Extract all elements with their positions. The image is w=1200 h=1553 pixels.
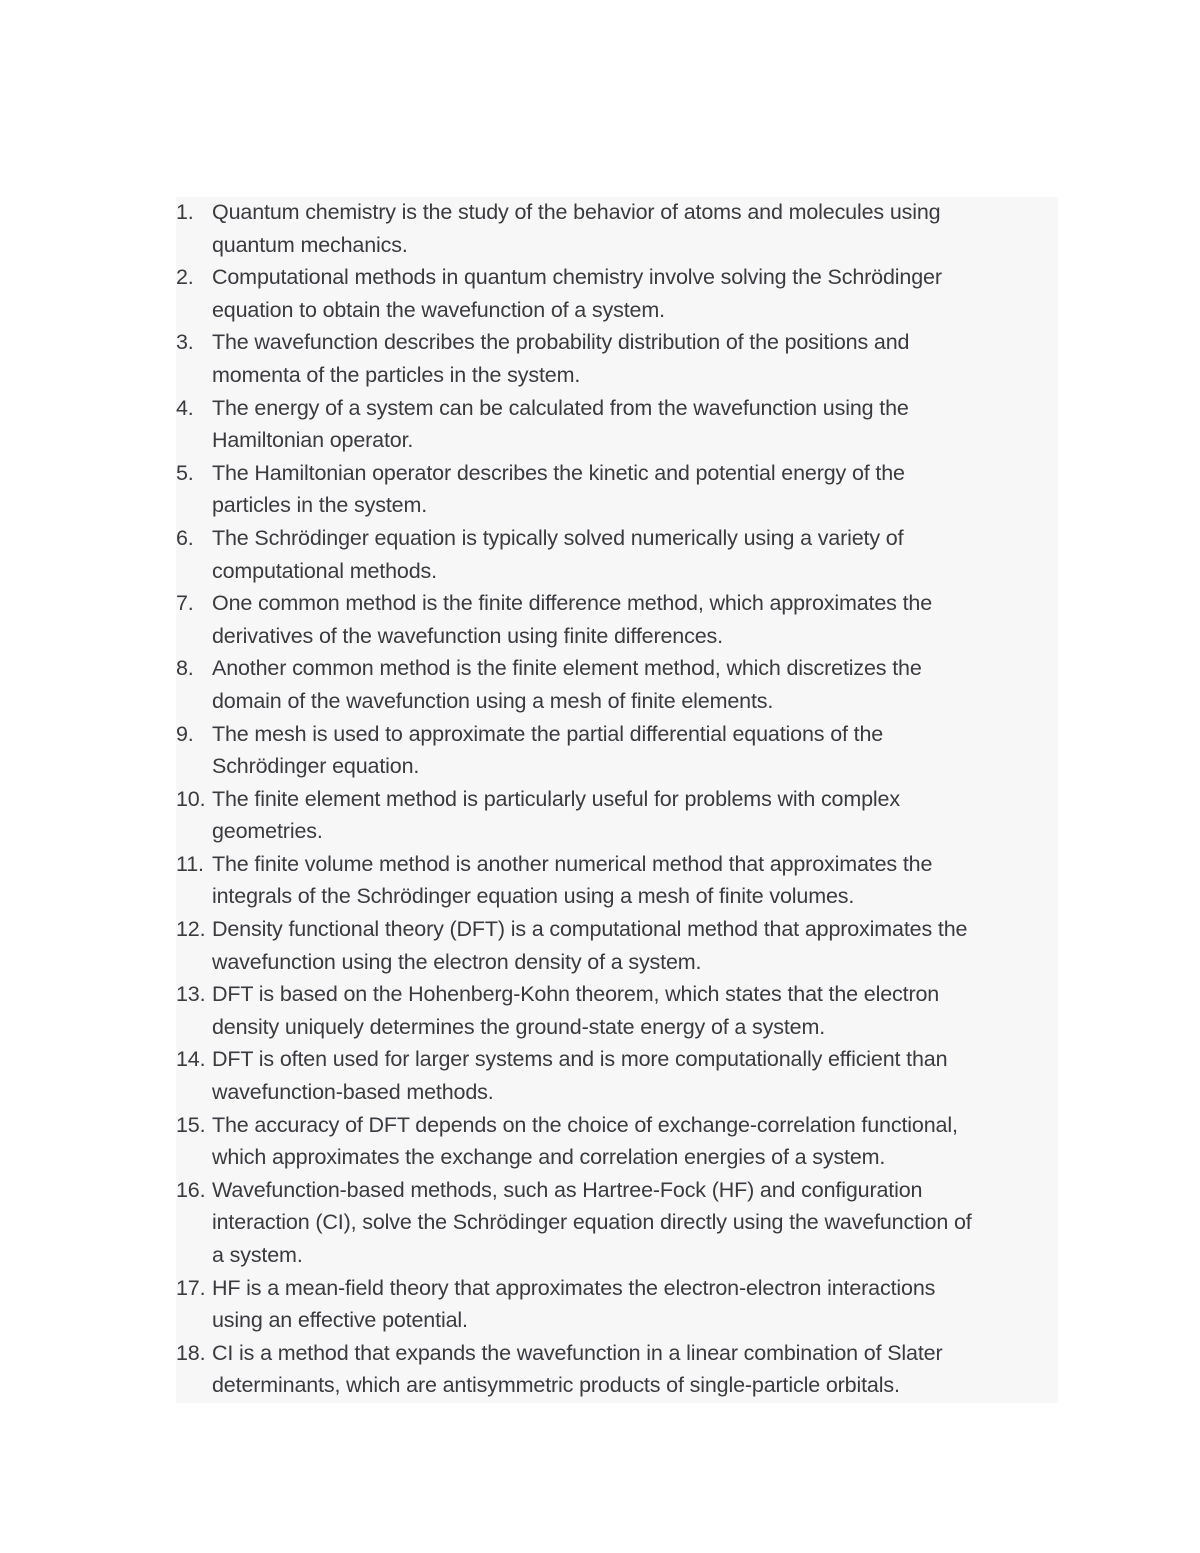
numbered-list: [176, 196, 1058, 1402]
list-item-text: The energy of a system can be calculated from the wavefunction using the Hamiltonian operator.: [212, 395, 909, 453]
list-item-text: Wavefunction-based methods, such as Hartree-Fock (HF) and configuration interaction (CI), solve the Schrödinger equation directly using the wavefunction of a system.: [212, 1177, 972, 1267]
list-item-text: DFT is based on the Hohenberg-Kohn theorem, which states that the electron density uniquely determines the ground-state energy of a system.: [212, 982, 940, 1039]
list-item-text: One common method is the finite difference method, which approximates the derivatives of the wavefunction using finite differences.: [212, 591, 933, 648]
list-item-text: CI is a method that expands the wavefunction in a linear combination of Slater determinants, which are antisymmetric products of single-particle orbitals.: [212, 1340, 943, 1398]
list-item: [176, 261, 1058, 326]
list-item-text: The wavefunction describes the probability distribution of the positions and momenta of the particles in the system.: [212, 330, 910, 387]
list-item: [176, 718, 1058, 783]
list-item-text: The finite element method is particularly useful for problems with complex geometries.: [212, 786, 900, 844]
list-item-number: 18.: [176, 1340, 206, 1365]
list-item-text: Computational methods in quantum chemistry involve solving the Schrödinger equation to obtain the wavefunction of a system.: [212, 265, 942, 322]
list-item: [176, 652, 1058, 717]
list-item-number: 10.: [176, 786, 206, 811]
list-item-number: 13.: [176, 982, 206, 1007]
list-item-text: The finite volume method is another numerical method that approximates the integrals of the Schrödinger equation using a mesh of finite volumes.: [212, 851, 933, 909]
list-item: [176, 1174, 1058, 1272]
list-item-text: Quantum chemistry is the study of the behavior of atoms and molecules using quantum mechanics.: [212, 200, 941, 257]
list-item-text: The accuracy of DFT depends on the choice of exchange-correlation functional, which approximates the exchange and correlation energies of a system.: [212, 1112, 958, 1170]
list-item-number: 8.: [176, 656, 194, 681]
list-item: [176, 587, 1058, 652]
list-item-number: 5.: [176, 460, 194, 485]
list-item-number: 15.: [176, 1112, 206, 1137]
list-item: [176, 522, 1058, 587]
list-item: [176, 848, 1058, 913]
list-item-number: 3.: [176, 330, 194, 355]
list-item-number: 2.: [176, 265, 194, 290]
list-item-number: 1.: [176, 200, 194, 224]
list-item-number: 7.: [176, 591, 194, 616]
list-item-number: 6.: [176, 525, 194, 550]
list-item: [176, 1272, 1058, 1337]
list-item-text: Another common method is the finite element method, which discretizes the domain of the wavefunction using a mesh of finite elements.: [212, 656, 922, 713]
list-item-text: The Schrödinger equation is typically solved numerically using a variety of computational methods.: [212, 525, 904, 583]
list-item-number: 16.: [176, 1177, 206, 1202]
list-item-text: HF is a mean-field theory that approximates the electron-electron interactions using an effective potential.: [212, 1275, 936, 1333]
list-item-text: The mesh is used to approximate the partial differential equations of the Schrödinger equation.: [212, 721, 884, 779]
list-item: [176, 1337, 1058, 1402]
numbered-list-panel: [176, 197, 1058, 1403]
list-item: [176, 913, 1058, 978]
list-item-number: 9.: [176, 721, 194, 746]
list-item-number: 4.: [176, 395, 194, 420]
list-item-number: 17.: [176, 1275, 206, 1300]
list-item: [176, 392, 1058, 457]
list-item-text: The Hamiltonian operator describes the kinetic and potential energy of the particles in the system.: [212, 460, 905, 518]
list-item: [176, 1109, 1058, 1174]
list-item: [176, 457, 1058, 522]
list-item-number: 12.: [176, 917, 206, 942]
list-item-text: DFT is often used for larger systems and is more computationally efficient than wavefunction-based methods.: [212, 1047, 948, 1105]
list-item-text: Density functional theory (DFT) is a computational method that approximates the wavefunction using the electron density of a system.: [212, 917, 968, 974]
list-item: [176, 196, 1058, 261]
list-item-number: 11.: [176, 851, 204, 876]
list-item: [176, 783, 1058, 848]
list-item: [176, 978, 1058, 1043]
list-item: [176, 1043, 1058, 1108]
list-item: [176, 326, 1058, 391]
list-item-number: 14.: [176, 1047, 206, 1072]
